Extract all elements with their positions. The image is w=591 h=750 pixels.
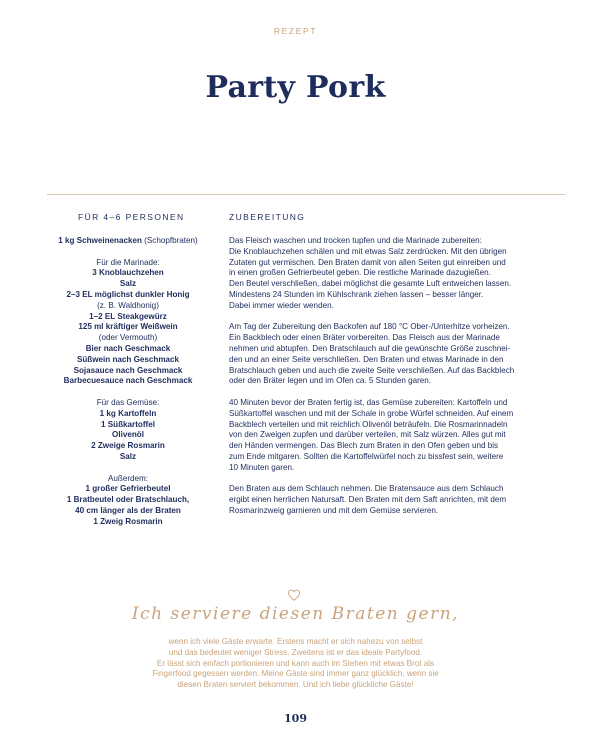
ingredient-note: (oder Vermouth)	[98, 333, 158, 343]
ingredient-group-heading: Für die Marinade:	[96, 257, 160, 267]
divider	[47, 194, 565, 195]
ingredient-list	[38, 236, 218, 528]
page-title: Party Pork	[205, 70, 386, 105]
ingredient-item: Süßwein nach Geschmack	[76, 354, 180, 364]
ingredient-note: (z. B. Waldhonig)	[97, 300, 159, 310]
ingredient-item: 40 cm länger als der Braten	[75, 505, 181, 515]
ingredient-item: Olivenöl	[112, 430, 144, 440]
ingredient-item: 1 Zweig Rosmarin	[93, 516, 163, 526]
servings-heading: FÜR 4–6 PERSONEN	[78, 212, 185, 222]
step-paragraph: Am Tag der Zubereitung den Backofen auf 180 °C Ober-/Unterhitze vorheizen. Ein Backblech oder einen Bräter vorbereiten. Das Fleisch aus der Marinade nehmen und abtupfen. Den Bratschlauch auf die gewünschte Größe zuschnei- den und an einer Seite verschließen. Den Braten und etwas Marinade in den Bratschlauch geben und auch die zweite Seite verschließen. Auf das Backblech oder den Bräter legen und im Ofen ca. 5 Stunden garen.	[229, 322, 515, 386]
ingredient-item: 2 Zweige Rosmarin	[91, 441, 165, 451]
ingredient-item: 1 Süßkartoffel	[101, 419, 155, 429]
ingredient-name: 1 kg Schweinenacken	[58, 236, 142, 245]
ingredient-item: 125 ml kräftiger Weißwein	[78, 322, 178, 332]
ingredient-item: Sojasauce nach Geschmack	[73, 365, 183, 375]
step-paragraph: Das Fleisch waschen und trocken tupfen und die Marinade zubereiten: Die Knoblauchzehen schälen und mit etwas Salz zerdrücken. Mit den übrigen Zutaten gut vermischen. Den Braten damit von allen Seiten gut einreiben und in einen großen Gefrierbeutel geben. Die restliche Marinade dazugießen. Den Beutel verschließen, dabei möglichst die gesamte Luft entweichen lassen. Mindestens 24 Stunden im Kühlschrank ziehen lassen – besser länger. Dabei immer wieder wenden.	[229, 236, 512, 310]
ingredient-item: Salz	[119, 451, 137, 461]
ingredient-item: 1 großer Gefrierbeutel	[85, 484, 171, 494]
tip-headline: Ich serviere diesen Braten gern,	[131, 604, 460, 624]
ingredient-item: 1–2 EL Steakgewürz	[89, 311, 167, 321]
ingredient-item: 2–3 EL möglichst dunkler Honig	[66, 289, 190, 299]
ingredient-item: 1 Bratbeutel oder Bratschlauch,	[66, 495, 190, 505]
step-paragraph: 40 Minuten bevor der Braten fertig ist, das Gemüse zubereiten: Kartoffeln und Süßkartoffel waschen und mit der Schale in grobe Würfel schneiden. Auf einem Backblech verteilen und mit reichlich Olivenöl beträufeln. Die Rosmarinnadeln von den Zweigen zupfen und darüber verteilen, mit Salz würzen. Alles gut mit den Händen vermengen. Das Blech zum Braten in den Ofen geben und bis zum Ende mitgaren. Sollten die Kartoffelwürfel noch zu bissfest sein, weitere 10 Minuten garen.	[229, 397, 514, 472]
ingredient-group-heading: Für das Gemüse:	[96, 397, 160, 407]
ingredient-item: 1 kg Kartoffeln	[99, 408, 157, 418]
page-number: 109	[284, 712, 307, 725]
ingredient-item: 3 Knoblauchzehen	[92, 268, 164, 278]
heart-icon	[287, 588, 301, 602]
section-label: REZEPT	[273, 26, 318, 36]
ingredient-item: Barbecuesauce nach Geschmack	[63, 376, 193, 386]
step-paragraph: Den Braten aus dem Schlauch nehmen. Die Bratensauce aus dem Schlauch ergibt einen herrlichen Natursaft. Den Braten mit dem Saft anrichten, mit dem Rosmarinzweig garnieren und mit dem Gemüse servieren.	[229, 484, 507, 515]
ingredient-item: Salz	[119, 279, 137, 289]
ingredient-note: (Schopfbraten)	[141, 236, 198, 245]
ingredient-item: Bier nach Geschmack	[85, 343, 171, 353]
preparation-heading: ZUBEREITUNG	[229, 212, 306, 222]
preparation-steps	[229, 236, 569, 528]
ingredient-group-heading: Außerdem:	[107, 473, 149, 483]
ingredient-item	[38, 236, 218, 247]
tip-text: wenn ich viele Gäste erwarte. Erstens macht er sich nahezu von selbst und das bedeutet weniger Stress. Zweitens ist er das ideale Partyfood. Er lässt sich einfach portionieren und kann auch im Stehen mit etwas Brot als Fingerfood gegessen werden. Meine Gäste sind immer ganz glücklich, wenn sie diesen Braten serviert bekommen. Und ich liebe glückliche Gäste!	[152, 637, 439, 690]
